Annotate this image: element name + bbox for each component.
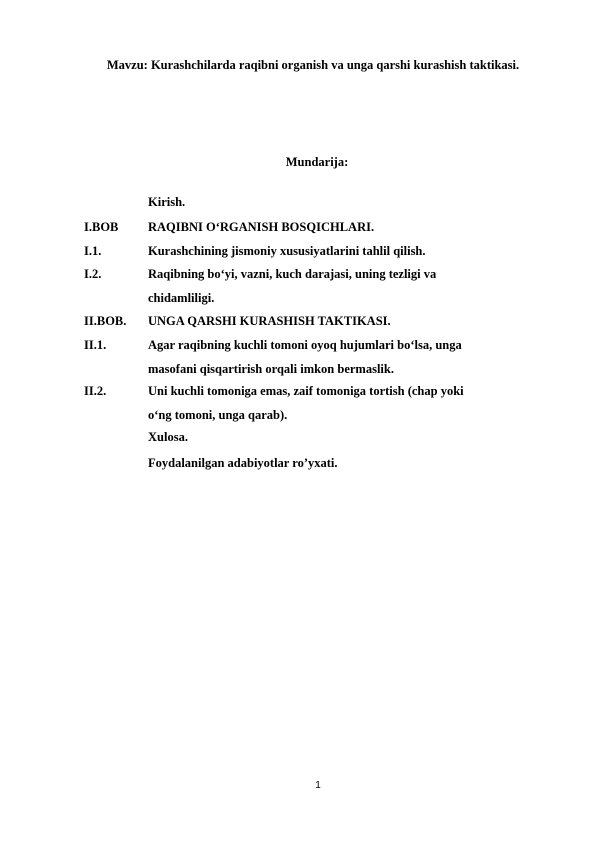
toc-entry-text: Kirish.: [148, 195, 186, 209]
toc-entry-number: I.2.: [84, 267, 102, 281]
toc-entry-text: RAQIBNI O‘RGANISH BOSQICHLARI.: [148, 220, 375, 234]
toc-entry-text: chidamliligi.: [148, 291, 215, 305]
toc-entry-number: II.2.: [84, 384, 107, 398]
toc-entry-text: masofani qisqartirish orqali imkon bermaslik.: [148, 362, 394, 376]
toc-entry-text: Raqibning bo‘yi, vazni, kuch darajasi, uning tezligi va: [148, 267, 437, 281]
toc-entry-text: Kurashchining jismoniy xususiyatlarini tahlil qilish.: [148, 244, 426, 258]
toc-entry-text: o‘ng tomoni, unga qarab).: [148, 408, 288, 422]
toc-entry-number: I.BOB: [84, 220, 119, 234]
toc-entry-text: Uni kuchli tomoniga emas, zaif tomoniga tortish (chap yoki: [148, 384, 464, 398]
toc-entry-text: Xulosa.: [148, 430, 188, 444]
toc-entry-text: UNGA QARSHI KURASHISH TAKTIKASI.: [148, 314, 391, 328]
toc-entry-number: II.BOB.: [84, 314, 127, 328]
toc-entry-number: II.1.: [84, 338, 107, 352]
toc-entry-text: Agar raqibning kuchli tomoni oyoq hujumlari bo‘lsa, unga: [148, 338, 462, 352]
page-number: 1: [315, 780, 321, 791]
toc-entry-number: I.1.: [84, 244, 102, 258]
toc-entry-text: Foydalanilgan adabiyotlar ro’yxati.: [148, 456, 338, 470]
toc-heading: Mundarija:: [285, 155, 349, 169]
document-title: Mavzu: Kurashchilarda raqibni organish va unga qarshi kurashish taktikasi.: [106, 58, 520, 72]
